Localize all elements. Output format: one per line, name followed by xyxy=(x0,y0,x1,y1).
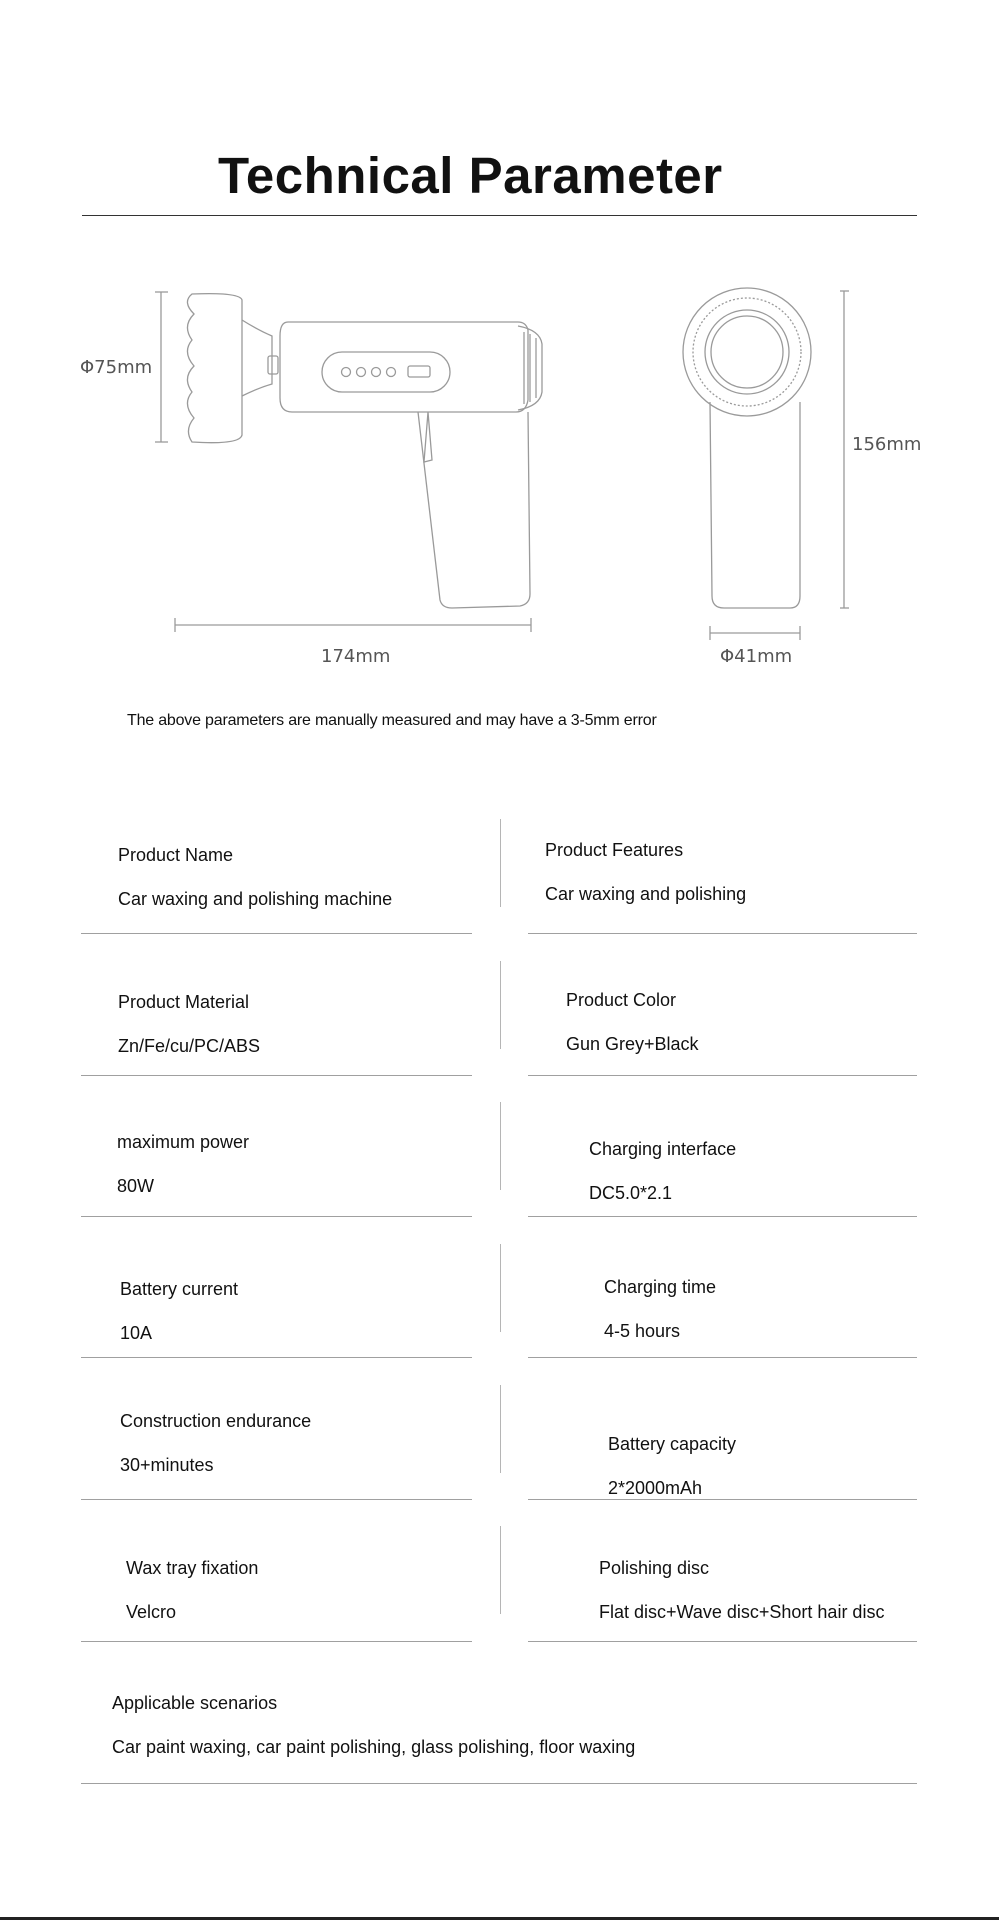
title-divider xyxy=(82,215,917,216)
param-label: Polishing disc xyxy=(599,1558,710,1578)
param-label: Charging time xyxy=(604,1277,717,1297)
row-divider xyxy=(528,1357,917,1358)
param-value: 2*2000mAh xyxy=(608,1478,703,1498)
param-label: maximum power xyxy=(117,1132,250,1152)
page-title: Technical Parameter xyxy=(218,147,723,204)
row-divider xyxy=(81,1783,917,1784)
param-value: Car waxing and polishing machine xyxy=(118,889,393,909)
row-divider xyxy=(528,1499,917,1500)
row-divider xyxy=(528,1641,917,1642)
row-divider xyxy=(81,1499,472,1500)
param-label: Wax tray fixation xyxy=(126,1558,259,1578)
handle-front xyxy=(710,402,800,608)
column-divider xyxy=(500,1385,501,1473)
length-label: 174mm xyxy=(321,646,391,667)
column-divider xyxy=(500,819,501,907)
column-divider xyxy=(500,1526,501,1614)
disc-diameter-label: Φ75mm xyxy=(80,357,153,378)
param-label: Applicable scenarios xyxy=(112,1693,278,1713)
row-divider xyxy=(528,1075,917,1076)
row-divider xyxy=(81,1641,472,1642)
product-dimension-drawing xyxy=(0,270,999,690)
param-value: Car waxing and polishing xyxy=(545,884,747,904)
measurement-note: The above parameters are manually measured and may have a 3-5mm error xyxy=(127,712,657,729)
row-divider xyxy=(81,1357,472,1358)
param-label: Battery current xyxy=(120,1279,239,1299)
param-value: 4-5 hours xyxy=(604,1321,681,1341)
param-value: Velcro xyxy=(126,1602,177,1622)
handle-diameter-label: Φ41mm xyxy=(720,646,793,667)
param-label: Battery capacity xyxy=(608,1434,737,1454)
param-value: 80W xyxy=(117,1176,155,1196)
row-divider xyxy=(528,1216,917,1217)
column-divider xyxy=(500,1244,501,1332)
param-label: Product Material xyxy=(118,992,250,1012)
polishing-disc-side xyxy=(187,294,242,443)
row-divider xyxy=(81,933,472,934)
row-divider xyxy=(81,1216,472,1217)
param-value: 30+minutes xyxy=(120,1455,214,1475)
front-disc-outer xyxy=(683,288,811,416)
param-value: Flat disc+Wave disc+Short hair disc xyxy=(599,1602,885,1622)
param-label: Product Name xyxy=(118,845,234,865)
param-label: Product Color xyxy=(566,990,677,1010)
param-label: Charging interface xyxy=(589,1139,737,1159)
row-divider xyxy=(528,933,917,934)
param-label: Product Features xyxy=(545,840,684,860)
param-value: Car paint waxing, car paint polishing, glass polishing, floor waxing xyxy=(112,1737,636,1757)
param-value: Gun Grey+Black xyxy=(566,1034,699,1054)
param-value: Zn/Fe/cu/PC/ABS xyxy=(118,1036,261,1056)
param-value: DC5.0*2.1 xyxy=(589,1183,673,1203)
height-label: 156mm xyxy=(852,434,922,455)
row-divider xyxy=(81,1075,472,1076)
column-divider xyxy=(500,961,501,1049)
column-divider xyxy=(500,1102,501,1190)
handle-side xyxy=(418,412,530,608)
param-label: Construction endurance xyxy=(120,1411,312,1431)
param-value: 10A xyxy=(120,1323,153,1343)
